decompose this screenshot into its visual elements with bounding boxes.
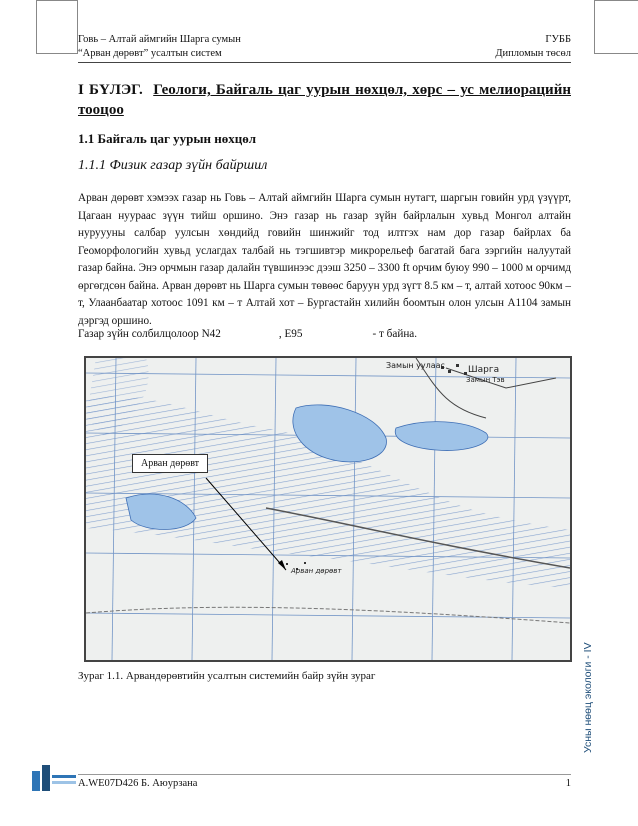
header-divider	[78, 62, 571, 63]
subsection-heading: 1.1.1 Физик газар зүйн байршил	[78, 158, 268, 173]
map-graphic	[86, 358, 570, 660]
body-paragraph: Арван дөрөвт хэмээх газар нь Говь – Алтай аймгийн Шарга сумын нутагт, шаргын говийн урд үзүүрт, Цагаан нуурaас зүүн тийш оршино. Энэ газар нь газар зүйн байрлалын хувьд Монгол алтайн нуруууны салбар уулсын хөндийд говийн шинжийг тод илтгэх нам дор газар байрлах ба Геоморфологийн хувьд услагдах талбай нь тэгшивтэр микрорельеф багатай бага зэргийн налуутай газар байна. Энэ орчмын газар далайн түвшинээс дээш 3250 – 3300 ft орчим буюу 990 – 1000 м орчимд өргөгдсөн байна. Арван дөрөвт нь Шарга сумын төвөөс баруун урд зүгт 8.5 км – т, алтай хотоос 90км – т, Улаанбаатар хотоос 1091 км – т Алтай хот – Бургастайн хилийн боомтын олон улсын A1104 замын дэргэд оршино.	[78, 192, 571, 327]
section-heading: 1.1 Байгаль цаг уурын нөхцөл	[78, 131, 257, 146]
header-left	[78, 33, 241, 61]
footer-divider	[78, 774, 571, 775]
map-town-3: Замын Тэв	[466, 376, 505, 384]
footer-logo-icon	[32, 765, 76, 793]
header-right	[495, 33, 571, 61]
topographic-map	[84, 356, 572, 662]
header-right-line1: ГУББ	[545, 34, 571, 45]
corner-box-top-left	[36, 0, 78, 54]
page-number: 1	[565, 778, 571, 789]
side-text-label: Усны нөөц экологи - IV	[582, 642, 594, 753]
corner-box-top-right	[594, 0, 638, 54]
map-town-1: Замын уулаас	[386, 361, 445, 370]
chapter-heading	[78, 80, 571, 120]
chapter-title: Геологи, Байгаль цаг уурын нөхцөл, хөрс – ус мелиорацийн тооцоо	[78, 82, 571, 118]
coords-prefix: Газар зүйн солбилцолоор N42	[78, 328, 221, 340]
map-town-2: Шарга	[468, 365, 500, 375]
header-left-line2: “Арван дөрөвт” усалтын систем	[78, 48, 222, 59]
header-right-line2: Дипломын төсөл	[495, 48, 571, 59]
map-label: Арван дөрөвт	[132, 454, 208, 473]
chapter-prefix: I БҮЛЭГ.	[78, 82, 143, 98]
map-town-4: Арван дөрөвт	[291, 567, 342, 575]
header-left-line1: Говь – Алтай аймгийн Шарга сумын	[78, 34, 241, 45]
coordinates-line	[78, 328, 417, 340]
footer-author: A.WE07D426 Б. Аюурзана	[78, 778, 198, 789]
figure-caption: Зураг 1.1. Арвандөрөвтийн усалтын системийн байр зүйн зураг	[78, 670, 376, 682]
coords-mid: , E95	[278, 328, 303, 340]
coords-suffix: - т байна.	[372, 328, 418, 340]
side-vertical-text	[580, 625, 594, 755]
